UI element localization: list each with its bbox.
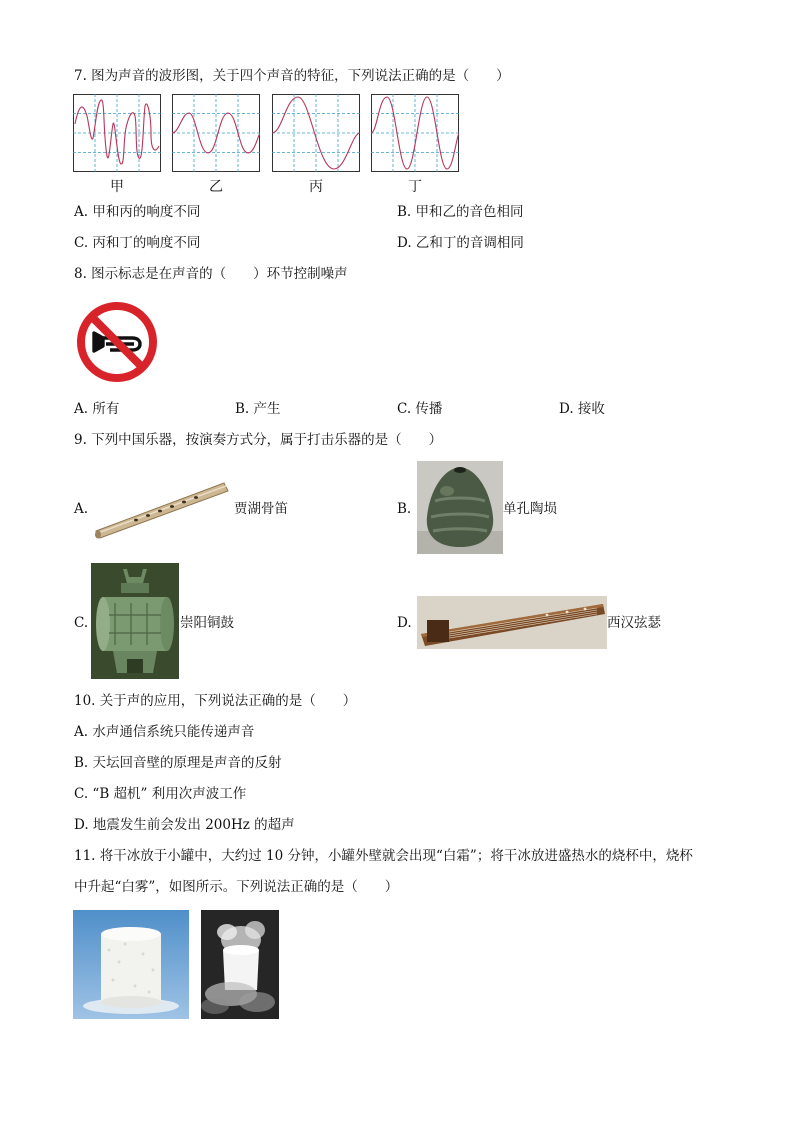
q7-option-b[interactable]: B. 甲和乙的音色相同 — [397, 204, 524, 220]
q9-option-d-label: 西汉弦瑟 — [607, 615, 661, 631]
clay-xun-image — [417, 461, 503, 554]
bone-flute-image — [90, 471, 232, 543]
frost-can-image — [73, 910, 189, 1019]
waveform-ding — [371, 94, 459, 172]
q7-stem: 7. 图为声音的波形图，关于四个声音的特征，下列说法正确的是（ ） — [74, 68, 510, 84]
no-horn-sign-icon — [76, 301, 158, 383]
q10-option-c[interactable]: C. “B 超机” 利用次声波工作 — [74, 786, 247, 802]
waveform-bing — [272, 94, 360, 172]
caption-yi: 乙 — [209, 179, 223, 195]
q8-stem: 8. 图示标志是在声音的（ ）环节控制噪声 — [74, 266, 348, 282]
q7-option-d[interactable]: D. 乙和丁的音调相同 — [397, 235, 524, 251]
q9-option-c-letter[interactable]: C. — [74, 615, 89, 631]
q10-option-b[interactable]: B. 天坛回音壁的原理是声音的反射 — [74, 755, 282, 771]
caption-jia: 甲 — [110, 179, 124, 195]
q9-stem: 9. 下列中国乐器，按演奏方式分，属于打击乐器的是（ ） — [74, 432, 443, 448]
q9-option-b-label: 单孔陶埙 — [503, 501, 557, 517]
q8-option-a[interactable]: A. 所有 — [74, 401, 120, 417]
q8-option-d[interactable]: D. 接收 — [559, 401, 605, 417]
q10-option-a[interactable]: A. 水声通信系统只能传递声音 — [74, 724, 255, 740]
q10-stem: 10. 关于声的应用，下列说法正确的是（ ） — [74, 693, 357, 709]
caption-bing: 丙 — [309, 179, 323, 195]
q9-option-a-letter[interactable]: A. — [74, 501, 89, 517]
q10-option-d[interactable]: D. 地震发生前会发出 200Hz 的超声 — [74, 817, 295, 833]
bronze-drum-image — [91, 563, 179, 679]
q8-option-b[interactable]: B. 产生 — [235, 401, 281, 417]
waveform-jia — [73, 94, 161, 172]
caption-ding: 丁 — [408, 179, 422, 195]
q11-stem-line1: 11. 将干冰放于小罐中，大约过 10 分钟，小罐外壁就会出现“白霜”；将干冰放进盛热水的烧杯中，烧杯 — [74, 848, 693, 864]
q9-option-c-label: 崇阳铜鼓 — [180, 615, 234, 631]
white-fog-beaker-image — [201, 910, 279, 1019]
q9-option-d-letter[interactable]: D. — [397, 615, 412, 631]
q11-stem-line2: 中升起“白雾”，如图所示。下列说法正确的是（ ） — [74, 879, 399, 895]
q9-option-a-label: 贾湖骨笛 — [234, 501, 288, 517]
waveform-yi — [172, 94, 260, 172]
se-zither-image — [417, 596, 607, 649]
q7-option-a[interactable]: A. 甲和丙的响度不同 — [74, 204, 201, 220]
q9-option-b-letter[interactable]: B. — [397, 501, 412, 517]
q7-option-c[interactable]: C. 丙和丁的响度不同 — [74, 235, 201, 251]
q8-option-c[interactable]: C. 传播 — [397, 401, 443, 417]
